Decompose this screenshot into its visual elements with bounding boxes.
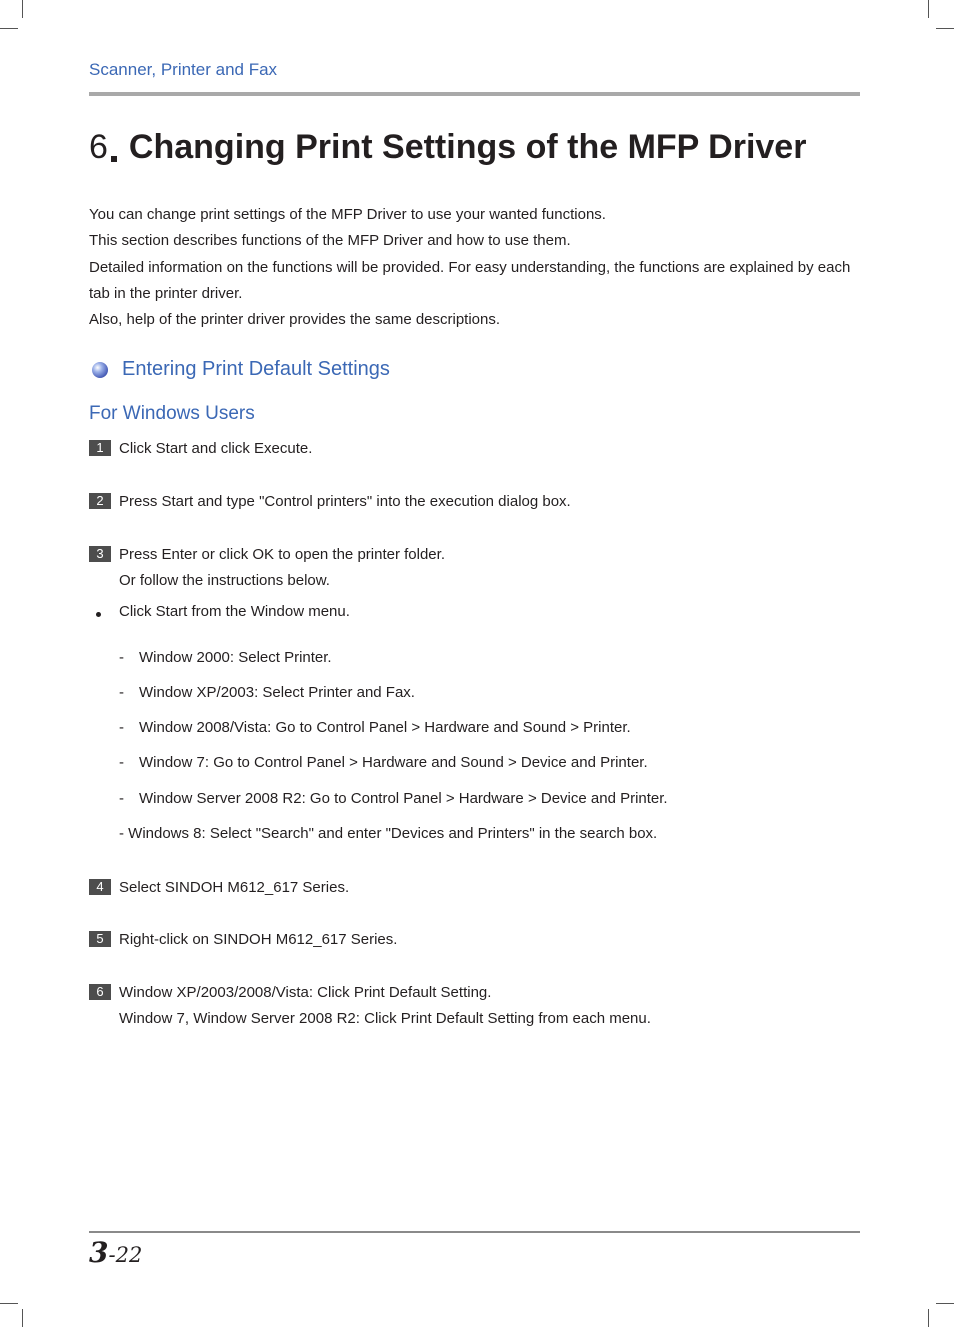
dash-marker: - (119, 649, 124, 666)
header-rule (89, 92, 860, 96)
chapter-title (89, 128, 869, 167)
step-text (119, 489, 571, 515)
step-number-badge: 2 (89, 493, 111, 509)
section-heading (89, 358, 390, 381)
step-number-badge: 3 (89, 546, 111, 562)
chapter-dot (111, 156, 117, 162)
step-number-badge: 1 (89, 440, 111, 456)
step-text (119, 927, 397, 953)
crop-mark (928, 0, 929, 18)
dash-marker: - (119, 754, 124, 771)
step-text (119, 542, 445, 593)
crop-mark (928, 1309, 929, 1327)
page-chapter-number: 3 (89, 1236, 109, 1269)
sub-list-text: Window XP/2003: Select Printer and Fax. (139, 684, 415, 701)
step-line: Right-click on SINDOH M612_617 Series. (119, 931, 398, 948)
crop-mark (22, 0, 23, 18)
page-suffix: -22 (108, 1243, 143, 1267)
step-text (119, 875, 349, 901)
intro-text (89, 202, 859, 333)
crop-mark (0, 1303, 18, 1304)
sub-list-text: Window 2000: Select Printer. (139, 649, 332, 666)
section-heading-text: Entering Print Default Settings (122, 358, 390, 380)
sub-heading: For Windows Users (89, 403, 255, 424)
sub-list-text: Window Server 2008 R2: Go to Control Panel > Hardware > Device and Printer. (139, 790, 668, 807)
step-line: Select SINDOH M612_617 Series. (119, 879, 350, 896)
page-number (89, 1236, 142, 1269)
step-line: Click Start and click Execute. (119, 440, 313, 457)
step-line: Press Enter or click OK to open the printer folder. (119, 546, 445, 563)
crop-mark (936, 1303, 954, 1304)
step-line: Window 7, Window Server 2008 R2: Click Print Default Setting from each menu. (119, 1009, 651, 1027)
step-text (119, 436, 312, 462)
dash-marker: - (119, 719, 124, 736)
sub-list-text: Window 2008/Vista: Go to Control Panel > Hardware and Sound > Printer. (139, 719, 631, 736)
running-header: Scanner, Printer and Fax (89, 60, 278, 79)
crop-mark (936, 28, 954, 29)
step-number-badge: 6 (89, 984, 111, 1000)
sphere-bullet-icon (92, 362, 108, 378)
crop-mark (0, 28, 18, 29)
bullet-text: Click Start from the Window menu. (119, 603, 350, 620)
intro-paragraph: You can change print settings of the MFP Driver to use your wanted functions. (89, 206, 606, 223)
dash-marker: - (119, 790, 124, 807)
bullet-dot-icon (96, 612, 101, 617)
sub-list-item-windows-8: - Windows 8: Select "Search" and enter "Devices and Printers" in the search box. (119, 825, 658, 842)
step-line: Window XP/2003/2008/Vista: Click Print Default Setting. (119, 984, 492, 1001)
step-text (119, 980, 651, 1031)
dash-marker: - (119, 684, 124, 701)
step-number-badge: 4 (89, 879, 111, 895)
intro-paragraph: Also, help of the printer driver provides the same descriptions. (89, 311, 501, 329)
sub-list-text: Window 7: Go to Control Panel > Hardware and Sound > Device and Printer. (139, 754, 648, 771)
chapter-title-text: Changing Print Settings of the MFP Driver (128, 128, 807, 166)
step-line: Press Start and type "Control printers" into the execution dialog box. (119, 493, 571, 510)
step-line: Or follow the instructions below. (119, 571, 330, 589)
chapter-number: 6 (89, 128, 108, 166)
step-number-badge: 5 (89, 931, 111, 947)
footer-rule (89, 1231, 860, 1233)
crop-mark (22, 1309, 23, 1327)
intro-paragraph: Detailed information on the functions will be provided. For easy understanding, the functions are explained by each tab in the printer driver. (89, 258, 851, 302)
intro-paragraph: This section describes functions of the MFP Driver and how to use them. (89, 232, 571, 250)
